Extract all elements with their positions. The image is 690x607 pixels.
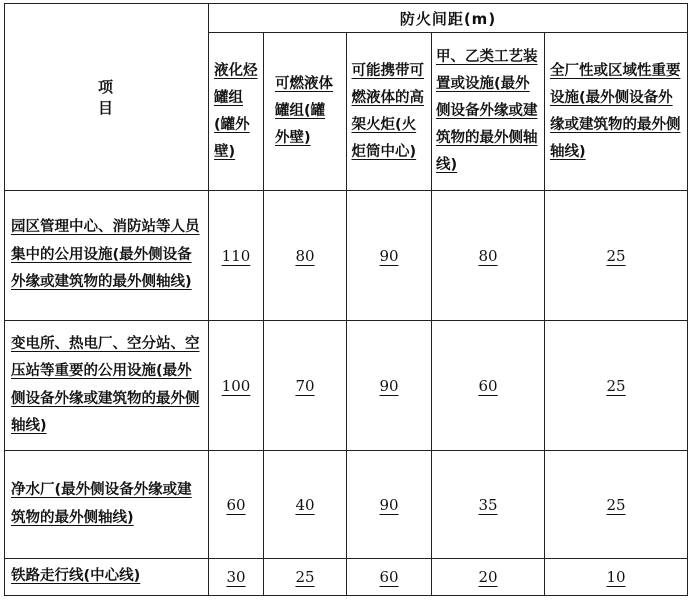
header-row-top <box>5 4 688 33</box>
cell-value: 25 <box>545 451 688 559</box>
cell-value: 35 <box>432 451 545 559</box>
row-label: 变电所、热电厂、空分站、空压站等重要的公用设施(最外侧设备外缘或建筑物的最外侧轴线) <box>5 321 209 451</box>
table-row <box>5 321 688 451</box>
item-header: 项 目 <box>5 4 209 191</box>
col-header-process-unit: 甲、乙类工艺装置或设施(最外侧设备外缘或建筑物的最外侧轴线) <box>432 33 545 191</box>
cell-value: 90 <box>347 191 432 321</box>
group-header: 防火间距(m) <box>209 4 688 33</box>
cell-value: 60 <box>347 559 432 596</box>
row-label: 净水厂(最外侧设备外缘或建筑物的最外侧轴线) <box>5 451 209 559</box>
cell-value: 90 <box>347 451 432 559</box>
cell-value: 70 <box>264 321 347 451</box>
cell-value: 110 <box>209 191 264 321</box>
cell-value: 20 <box>432 559 545 596</box>
cell-value: 90 <box>347 321 432 451</box>
fire-distance-table <box>4 3 688 596</box>
col-header-lpg-tank: 液化烃罐组(罐外壁) <box>209 33 264 191</box>
table-row <box>5 559 688 596</box>
cell-value: 100 <box>209 321 264 451</box>
table-row <box>5 191 688 321</box>
col-header-flare: 可能携带可燃液体的高架火炬(火炬筒中心) <box>347 33 432 191</box>
col-header-flammable-tank: 可燃液体罐组(罐外壁) <box>264 33 347 191</box>
row-label: 铁路走行线(中心线) <box>5 559 209 596</box>
cell-value: 60 <box>432 321 545 451</box>
cell-value: 25 <box>264 559 347 596</box>
cell-value: 80 <box>432 191 545 321</box>
cell-value: 80 <box>264 191 347 321</box>
cell-value: 25 <box>545 191 688 321</box>
row-label: 园区管理中心、消防站等人员集中的公用设施(最外侧设备外缘或建筑物的最外侧轴线) <box>5 191 209 321</box>
cell-value: 25 <box>545 321 688 451</box>
table-row <box>5 451 688 559</box>
cell-value: 10 <box>545 559 688 596</box>
cell-value: 60 <box>209 451 264 559</box>
cell-value: 30 <box>209 559 264 596</box>
col-header-key-facility: 全厂性或区域性重要设施(最外侧设备外缘或建筑物的最外侧轴线) <box>545 33 688 191</box>
cell-value: 40 <box>264 451 347 559</box>
